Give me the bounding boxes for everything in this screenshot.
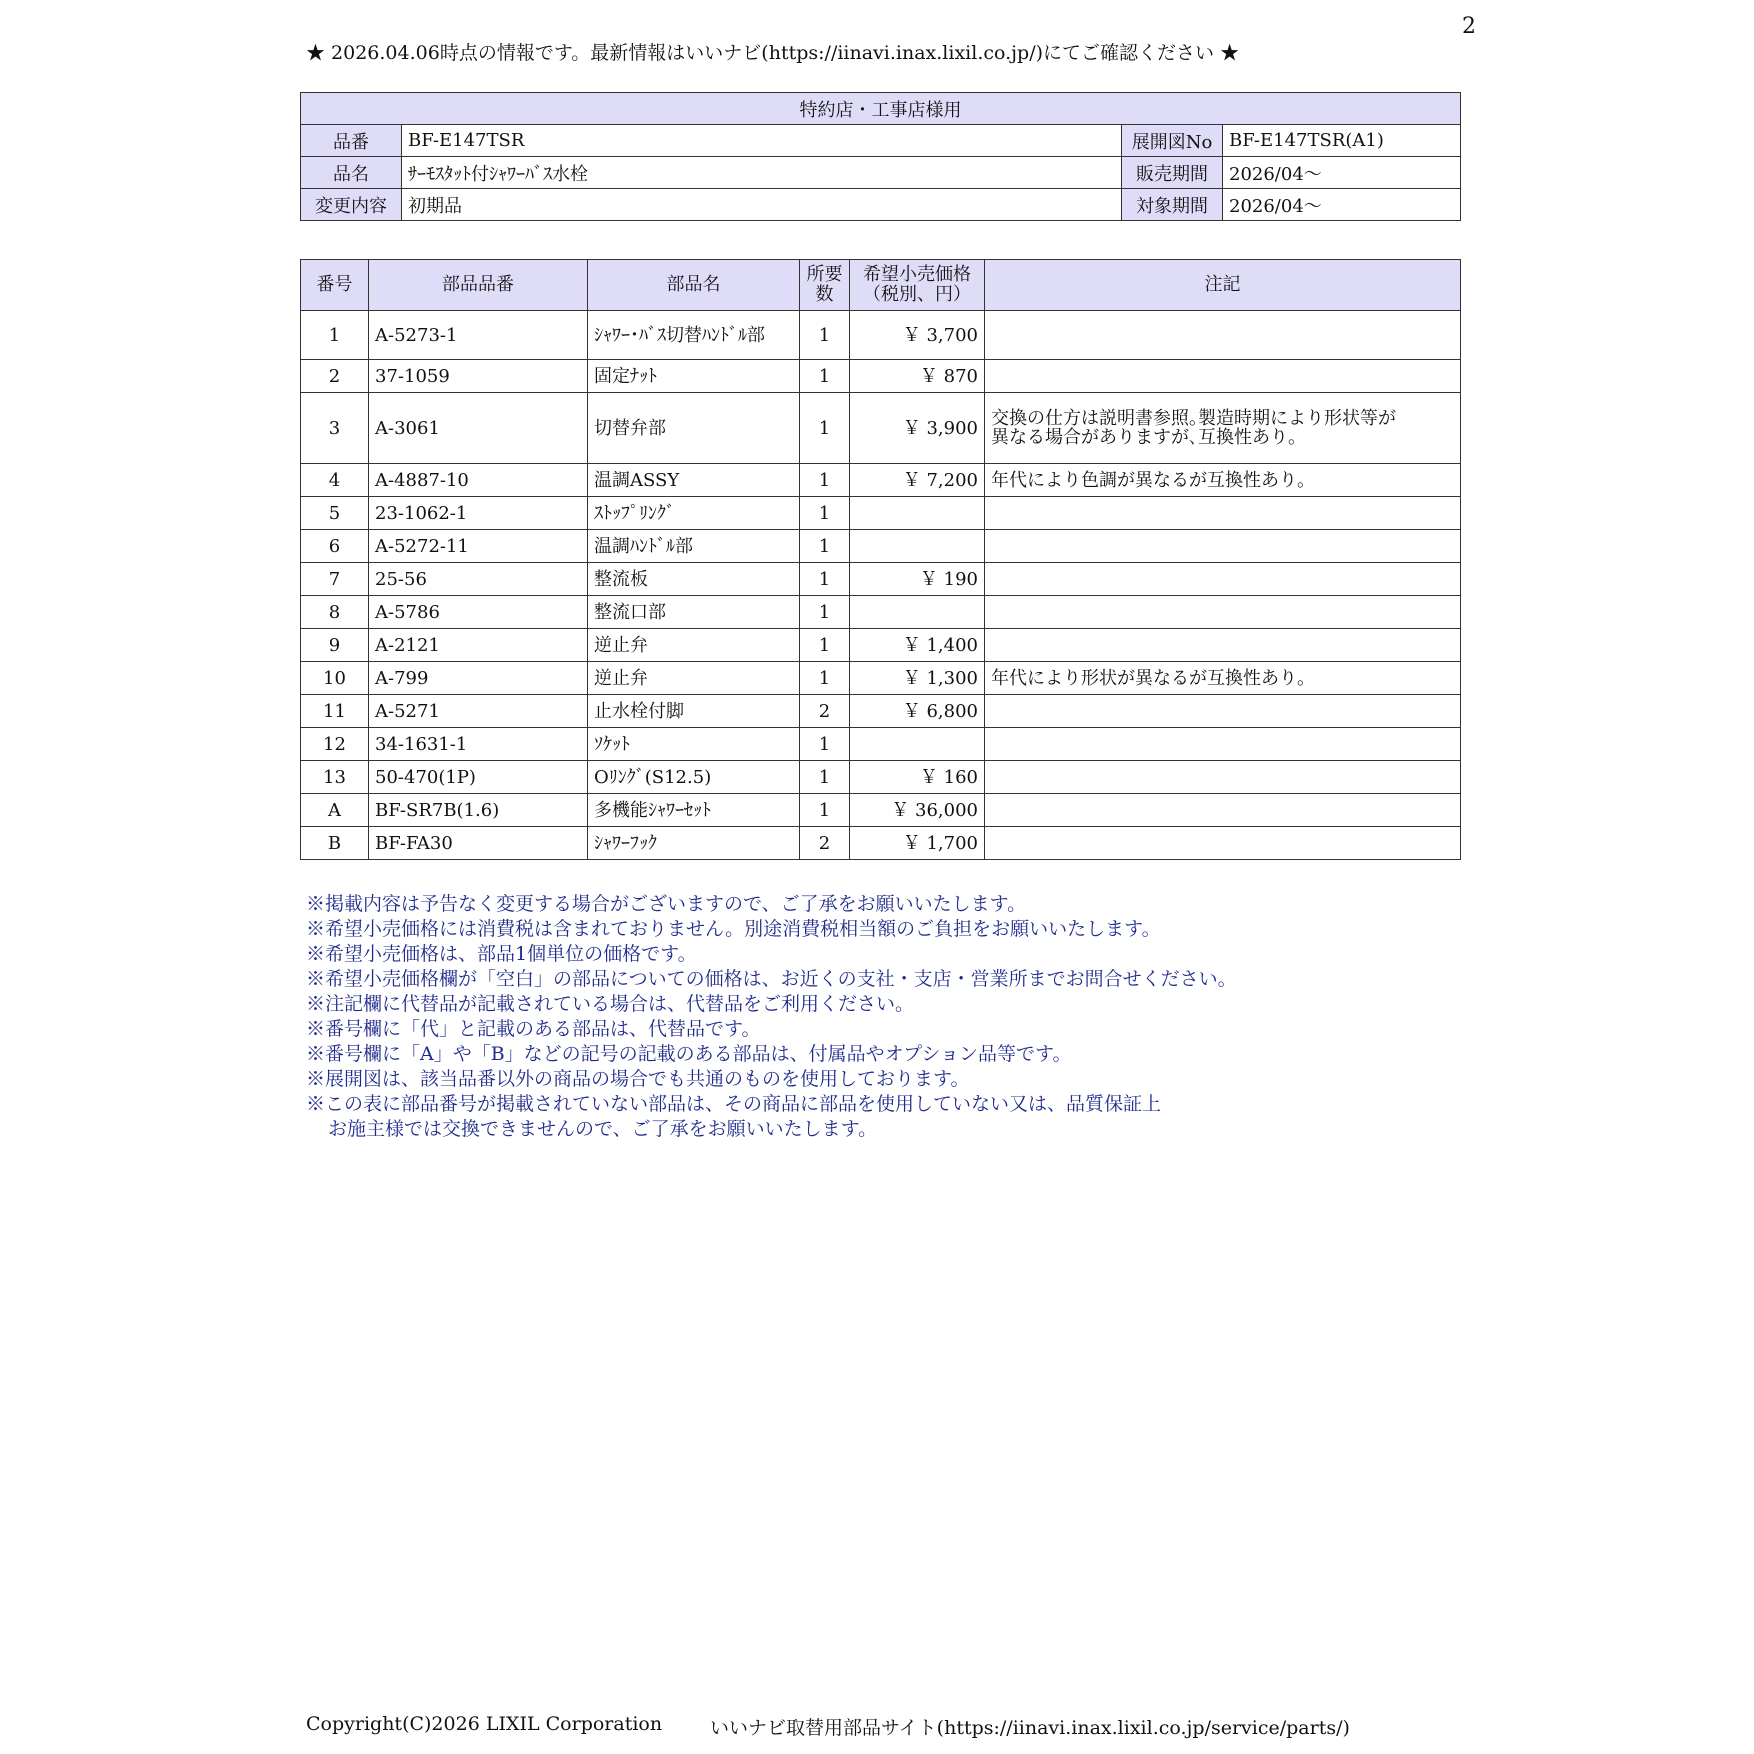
part-note <box>985 695 1461 728</box>
note-line: ※この表に部品番号が掲載されていない部品は、その商品に部品を使用していない又は、品質保証上 <box>306 1093 1162 1115</box>
part-name: 多機能ｼｬﾜｰｾｯﾄ <box>588 794 800 827</box>
product-info-table <box>300 92 1461 221</box>
part-code: A-5786 <box>369 596 588 629</box>
part-price <box>850 530 985 563</box>
header-price <box>850 260 985 311</box>
part-note <box>985 497 1461 530</box>
part-code: A-5272-11 <box>369 530 588 563</box>
part-code: 37-1059 <box>369 360 588 393</box>
note-line: ※希望小売価格には消費税は含まれておりません。別途消費税相当額のご負担をお願いいたします。 <box>306 918 1161 940</box>
part-qty: 2 <box>800 827 850 860</box>
part-name: Oﾘﾝｸﾞ(S12.5) <box>588 761 800 794</box>
product-number-label: 品番 <box>301 125 402 157</box>
header-code: 部品品番 <box>369 260 588 311</box>
part-note <box>985 629 1461 662</box>
page-number: 2 <box>1462 14 1476 39</box>
part-price: ￥ 1,300 <box>850 662 985 695</box>
part-qty: 1 <box>800 311 850 360</box>
part-name: 逆止弁 <box>588 629 800 662</box>
part-price: ￥ 190 <box>850 563 985 596</box>
part-price <box>850 728 985 761</box>
part-no: 1 <box>301 311 369 360</box>
part-no: 12 <box>301 728 369 761</box>
part-price: ￥ 1,400 <box>850 629 985 662</box>
part-code: A-4887-10 <box>369 464 588 497</box>
note-line: ※希望小売価格は、部品1個単位の価格です。 <box>306 943 697 965</box>
header-note: 注記 <box>985 260 1461 311</box>
part-code: A-3061 <box>369 393 588 464</box>
part-no: 9 <box>301 629 369 662</box>
target-period-label: 対象期間 <box>1122 189 1223 221</box>
part-code: A-2121 <box>369 629 588 662</box>
parts-table <box>300 259 1461 860</box>
table-row <box>301 563 1461 596</box>
part-price: ￥ 7,200 <box>850 464 985 497</box>
part-price: ￥ 6,800 <box>850 695 985 728</box>
header-price-line2: （税別、円） <box>863 284 971 305</box>
product-name-value: ｻｰﾓｽﾀｯﾄ付ｼｬﾜｰﾊﾞｽ水栓 <box>402 157 1122 189</box>
header-no: 番号 <box>301 260 369 311</box>
part-qty: 1 <box>800 530 850 563</box>
table-row <box>301 311 1461 360</box>
part-code: 25-56 <box>369 563 588 596</box>
header-name: 部品名 <box>588 260 800 311</box>
part-no: 6 <box>301 530 369 563</box>
part-price: ￥ 870 <box>850 360 985 393</box>
note-line: お施主様では交換できませんので、ご了承をお願いいたします。 <box>328 1118 878 1140</box>
part-no: 11 <box>301 695 369 728</box>
target-period-value: 2026/04～ <box>1223 189 1461 221</box>
part-no: 10 <box>301 662 369 695</box>
part-no: 5 <box>301 497 369 530</box>
part-qty: 2 <box>800 695 850 728</box>
part-qty: 1 <box>800 794 850 827</box>
table-row <box>301 596 1461 629</box>
part-code: A-5271 <box>369 695 588 728</box>
part-name: ｼｬﾜｰ･ﾊﾞｽ切替ﾊﾝﾄﾞﾙ部 <box>588 311 800 360</box>
part-name: 整流口部 <box>588 596 800 629</box>
part-code: 50-470(1P) <box>369 761 588 794</box>
part-no: A <box>301 794 369 827</box>
sales-period-label: 販売期間 <box>1122 157 1223 189</box>
part-note <box>985 596 1461 629</box>
table-row <box>301 794 1461 827</box>
part-note <box>985 311 1461 360</box>
note-line: ※希望小売価格欄が「空白」の部品についての価格は、お近くの支社・支店・営業所までお問合せください。 <box>306 968 1237 990</box>
header-price-line1: 希望小売価格 <box>863 264 971 285</box>
part-price: ￥ 36,000 <box>850 794 985 827</box>
part-name: 固定ﾅｯﾄ <box>588 360 800 393</box>
part-note <box>985 794 1461 827</box>
part-qty: 1 <box>800 629 850 662</box>
part-name: 切替弁部 <box>588 393 800 464</box>
footer-site-link[interactable]: いいナビ取替用部品サイト(https://iinavi.inax.lixil.co.jp/service/parts/) <box>710 1717 1350 1739</box>
part-price <box>850 497 985 530</box>
header-qty-line2: 数 <box>815 284 834 305</box>
part-note <box>985 827 1461 860</box>
table-row <box>301 497 1461 530</box>
part-name: 逆止弁 <box>588 662 800 695</box>
update-notice: ★ 2026.04.06時点の情報です。最新情報はいいナビ(https://iinavi.inax.lixil.co.jp/)にてご確認ください ★ <box>306 42 1240 64</box>
notes-section <box>306 892 1237 1142</box>
part-note <box>985 761 1461 794</box>
part-note: 年代により色調が異なるが互換性あり｡ <box>985 464 1461 497</box>
part-code: A-799 <box>369 662 588 695</box>
part-qty: 1 <box>800 393 850 464</box>
table-row <box>301 464 1461 497</box>
part-code: 23-1062-1 <box>369 497 588 530</box>
part-qty: 1 <box>800 728 850 761</box>
part-name: 止水栓付脚 <box>588 695 800 728</box>
part-note <box>985 530 1461 563</box>
table-row <box>301 728 1461 761</box>
footer-copyright: Copyright(C)2026 LIXIL Corporation <box>306 1713 663 1735</box>
change-value: 初期品 <box>402 189 1122 221</box>
part-code: BF-SR7B(1.6) <box>369 794 588 827</box>
part-note: 年代により形状が異なるが互換性あり｡ <box>985 662 1461 695</box>
change-label: 変更内容 <box>301 189 402 221</box>
part-price: ￥ 160 <box>850 761 985 794</box>
note-line: ※注記欄に代替品が記載されている場合は、代替品をご利用ください。 <box>306 993 915 1015</box>
table-row <box>301 662 1461 695</box>
part-qty: 1 <box>800 563 850 596</box>
table-row <box>301 695 1461 728</box>
part-price: ￥ 1,700 <box>850 827 985 860</box>
table-row <box>301 629 1461 662</box>
part-no: 4 <box>301 464 369 497</box>
table-row <box>301 360 1461 393</box>
part-no: B <box>301 827 369 860</box>
part-no: 7 <box>301 563 369 596</box>
header-qty <box>800 260 850 311</box>
part-qty: 1 <box>800 360 850 393</box>
note-line: ※掲載内容は予告なく変更する場合がございますので、ご了承をお願いいたします。 <box>306 893 1027 915</box>
part-note: 交換の仕方は説明書参照｡製造時期により形状等が異なる場合がありますが､互換性あり｡ <box>985 393 1461 464</box>
table-row <box>301 761 1461 794</box>
part-qty: 1 <box>800 662 850 695</box>
part-code: 34-1631-1 <box>369 728 588 761</box>
part-qty: 1 <box>800 464 850 497</box>
diagram-no-label: 展開図No <box>1122 125 1223 157</box>
part-code: BF-FA30 <box>369 827 588 860</box>
part-qty: 1 <box>800 497 850 530</box>
part-note <box>985 728 1461 761</box>
part-price: ￥ 3,900 <box>850 393 985 464</box>
part-name: ｼｬﾜｰﾌｯｸ <box>588 827 800 860</box>
table-row <box>301 393 1461 464</box>
parts-header-row <box>301 260 1461 311</box>
part-name: ｿｹｯﾄ <box>588 728 800 761</box>
part-name: ｽﾄｯﾌﾟﾘﾝｸﾞ <box>588 497 800 530</box>
part-no: 2 <box>301 360 369 393</box>
note-line: ※展開図は、該当品番以外の商品の場合でも共通のものを使用しております。 <box>306 1068 970 1090</box>
note-line: ※番号欄に「A」や「B」などの記号の記載のある部品は、付属品やオプション品等です。 <box>306 1043 1072 1065</box>
note-line: ※番号欄に「代」と記載のある部品は、代替品です。 <box>306 1018 761 1040</box>
header-qty-line1: 所要 <box>806 264 843 285</box>
part-note <box>985 563 1461 596</box>
table-row <box>301 827 1461 860</box>
part-price: ￥ 3,700 <box>850 311 985 360</box>
sales-period-value: 2026/04～ <box>1223 157 1461 189</box>
audience-banner: 特約店・工事店様用 <box>301 93 1461 125</box>
table-row <box>301 530 1461 563</box>
part-qty: 1 <box>800 761 850 794</box>
part-qty: 1 <box>800 596 850 629</box>
part-code: A-5273-1 <box>369 311 588 360</box>
part-no: 13 <box>301 761 369 794</box>
part-name: 温調ASSY <box>588 464 800 497</box>
part-price <box>850 596 985 629</box>
part-name: 整流板 <box>588 563 800 596</box>
product-name-label: 品名 <box>301 157 402 189</box>
diagram-no-value: BF-E147TSR(A1) <box>1223 125 1461 157</box>
part-no: 3 <box>301 393 369 464</box>
product-number-value: BF-E147TSR <box>402 125 1122 157</box>
part-note <box>985 360 1461 393</box>
part-name: 温調ﾊﾝﾄﾞﾙ部 <box>588 530 800 563</box>
part-no: 8 <box>301 596 369 629</box>
